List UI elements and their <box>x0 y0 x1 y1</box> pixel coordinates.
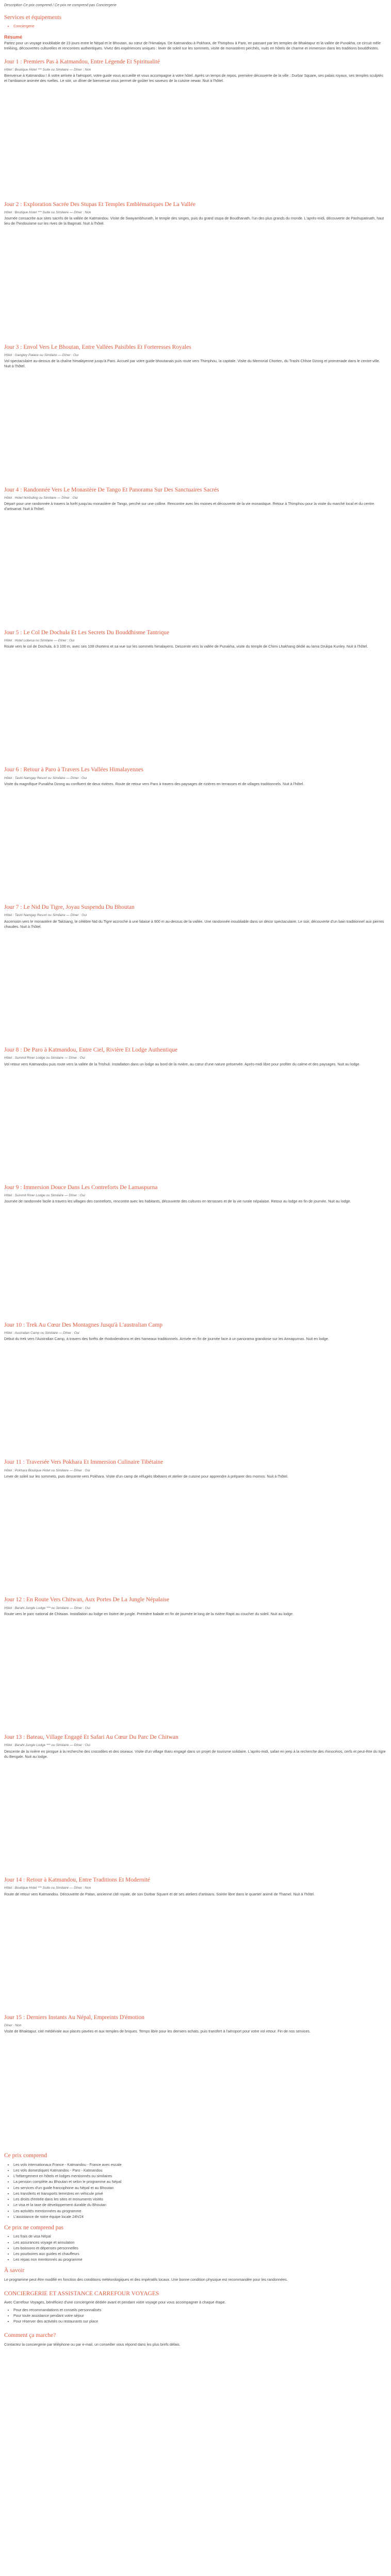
day-meta: Dîner : Non <box>4 2024 22 2028</box>
day-text: Vol retour vers Katmandou puis route vers la vallée de la Trishuli. Installation dans un lodge au bord de la rivière, au cœur d'une nature préservée. Après-midi libre pour profiter du calme et des paysages. Nuit au lodge. <box>4 1061 361 1066</box>
day-spacer <box>4 86 387 194</box>
day-text: Route de retour vers Katmandou. Découverte de Patan, ancienne cité royale, de son Durbar Square et de ses ateliers d'artisans. Soirée libre dans le quartier animé de Thamel. Nuit à l'hôtel. <box>4 1891 315 1896</box>
includes-item: • Les vols domestiques Katmandou - Paro - Katmandou <box>13 2168 387 2173</box>
day-spacer <box>4 1069 387 1177</box>
services-list <box>13 24 387 29</box>
day-title: Jour 8 : De Paro à Katmandou, Entre Ciel, Rivière Et Lodge Authentique <box>4 1047 177 1054</box>
includes-item: • Les activités mentionnées au programme <box>13 2209 387 2214</box>
day-spacer <box>4 931 387 1040</box>
itinerary <box>4 58 387 2145</box>
concierge_list-item: • Pour réserver des activités ou restaurants sur place <box>13 2319 387 2324</box>
concierge-list <box>13 2308 387 2325</box>
excludes-item: • Les assurances voyage et annulation <box>13 2240 387 2245</box>
day-meta: Hôtel : Hotel Norbuling ou Similaire — Dîner : Oui <box>4 496 78 500</box>
resume-title: Résumé <box>4 35 23 40</box>
excludes-list <box>13 2234 387 2262</box>
includes-item: • Les droits d'entrée dans les sites et monuments visités <box>13 2197 387 2202</box>
day-title: Jour 6 : Retour à Paro à Travers Les Vallées Himalayennes <box>4 767 143 773</box>
includes-item: • Les vols internationaux France - Katmandou - France avec escale <box>13 2162 387 2167</box>
day-spacer <box>4 651 387 759</box>
day-meta: Hôtel : Boutique Hotel *** Suite ou Similaire — Dîner : Non <box>4 1886 91 1890</box>
day-spacer <box>4 789 387 897</box>
day-meta: Hôtel : Boutique Hotel *** Suite ou Similaire — Dîner : Non <box>4 68 91 72</box>
day-meta: Hôtel : Gangtey Palace ou Similaire — Dîner : Oui <box>4 353 79 357</box>
day-title: Jour 1 : Premiers Pas à Katmandou, Entre Légende Et Spiritualité <box>4 58 160 65</box>
day-title: Jour 14 : Retour à Katmandou, Entre Traditions Et Modernité <box>4 1876 150 1883</box>
day-title: Jour 12 : En Route Vers Chitwan, Aux Portes De La Jungle Népalaise <box>4 1597 170 1603</box>
day-title: Jour 7 : Le Nid Du Tigre, Joyau Suspendu Du Bhoutan <box>4 904 135 911</box>
excludes-title: Ce prix ne comprend pas <box>4 2225 63 2231</box>
includes-item: • Les transferts et transports terrestres en véhicule privé <box>13 2191 387 2196</box>
day-meta: Hôtel : Summit River Lodge ou Similaire — Dîner : Oui <box>4 1056 85 1060</box>
includes-item: • La pension complète au Bhoutan et selon le programme au Népal <box>13 2179 387 2184</box>
day-meta: Hôtel : Summit River Lodge ou Similaire — Dîner : Oui <box>4 1194 85 1198</box>
day-spacer <box>4 1761 387 1870</box>
includes-title: Ce prix comprend <box>4 2153 47 2159</box>
know-text: Le programme peut être modifié en fonction des conditions météorologiques et des impératifs locaux. Une bonne condition physique est recommandée pour les randonnées. <box>4 2277 288 2282</box>
know-title: À savoir <box>4 2267 25 2274</box>
day-title: Jour 13 : Bateau, Village Engagé Et Safari Au Cœur Du Parc De Chitwan <box>4 1734 178 1740</box>
concierge_list-item: • Pour des recommandations et conseils personnalisés <box>13 2308 387 2313</box>
excludes-item: • Les pourboires aux guides et chauffeurs <box>13 2251 387 2257</box>
day-title: Jour 10 : Trek Au Cœur Des Montagnes Jusqu'à L'australian Camp <box>4 1321 162 1328</box>
day-meta: Hôtel : Boutique Hotel *** Suite ou Similaire — Dîner : Non <box>4 211 91 214</box>
day-title: Jour 15 : Derniers Instants Au Népal, Empreints D'émotion <box>4 2014 144 2021</box>
services-title: Services et équipements <box>4 14 62 21</box>
day-spacer <box>4 229 387 337</box>
day-text: Départ pour une randonnée à travers la forêt jusqu'au monastère de Tango, perché sur une colline. Rencontre avec les moines et découverte de la vie monastique. Retour à Thimphou pour la visite du marché local et du centre d'artisanat. Nuit à l'hôtel. <box>4 501 374 512</box>
day-title: Jour 5 : Le Col De Dochula Et Les Secrets Du Bouddhisme Tantrique <box>4 629 170 636</box>
includes-item: • Les services d'un guide francophone au Népal et au Bhoutan <box>13 2185 387 2191</box>
includes-list <box>13 2162 387 2219</box>
day-meta: Hôtel : Tashi Namgay Resort ou Similaire — Dîner : Oui <box>4 913 87 918</box>
day-meta: Hôtel : Barahi Jungle Lodge *** ou Similaire — Dîner : Oui <box>4 1743 90 1748</box>
day-text: Route vers le col de Dochula, à 3 100 m, avec ses 108 chortens et sa vue sur les sommets himalayens. Descente vers la vallée de Punakha, visite du temple de Chimi Lhakhang dédié au lama Drukpa Kunley. Nuit à l'hôtel. <box>4 644 368 649</box>
day-title: Jour 4 : Randonnée Vers Le Monastère De Tango Et Panorama Sur Des Sanctuaires Sacrés <box>4 486 219 493</box>
excludes-item: • Les frais de visa Népal <box>13 2234 387 2239</box>
excludes-item: • Les repas non mentionnés au programme <box>13 2257 387 2262</box>
day-title: Jour 3 : Envol Vers Le Bhoutan, Entre Vallées Paisibles Et Forteresses Royales <box>4 344 191 350</box>
day-meta: Hôtel : Australian Camp ou Similaire — Dîner : Oui <box>4 1331 79 1335</box>
concierge-text: Avec Carrefour Voyages, bénéficiez d'une conciergerie dédiée avant et pendant votre voyage pour vous accompagner à chaque étape. <box>4 2300 226 2305</box>
day-text: Descente de la rivière en pirogue à la recherche des crocodiles et des oiseaux. Visite d'un village tharu engagé dans un projet de tourisme solidaire. L'après-midi, safari en jeep à la recherche des rhinocéros, cerfs et peut-être du tigre du Bengale. Nuit au lodge. <box>4 1749 386 1759</box>
how-text: Contactez la conciergerie par téléphone ou par e-mail, un conseiller vous répond dans les plus brefs délais. <box>4 2342 181 2347</box>
day-spacer <box>4 1344 387 1452</box>
day-text: Journée de randonnée facile à travers les villages des contreforts, rencontre avec les habitants, découverte des cultures en terrasses et de la vie rurale népalaise. Retour au lodge en fin de journée. Nuit au lodge. <box>4 1199 351 1204</box>
service-item: • Conciergerie <box>13 24 387 29</box>
day-text: Visite du magnifique Punakha Dzong au confluent de deux rivières. Route de retour vers Paro à travers des paysages de rizières en terrasses et de villages traditionnels. Nuit à l'hôtel. <box>4 781 304 786</box>
concierge_list-item: • Pour toute assistance pendant votre séjour <box>13 2313 387 2318</box>
day-text: Début du trek vers l'Australian Camp, à travers des forêts de rhododendrons et des hameaux traditionnels. Arrivée en fin de journée face à un panorama grandiose sur les Annapurnas. Nuit en lodge. <box>4 1336 329 1342</box>
day-meta: Hôtel : Barahi Jungle Lodge *** ou Similaire — Dîner : Oui <box>4 1606 90 1610</box>
day-text: Vol spectaculaire au-dessus de la chaîne himalayenne jusqu'à Paro. Accueil par votre guide bhoutanais puis route vers Thimphou, la capitale. Visite du Memorial Chorten, du Trashi Chhoe Dzong et promenade dans le centre-ville. Nuit à l'hôtel. <box>4 359 380 369</box>
includes-item: • Le visa et la taxe de développement durable du Bhoutan <box>13 2202 387 2208</box>
day-text: Route vers le parc national de Chitwan. Installation au lodge en lisière de jungle. Première balade en fin de journée le long de la rivière Rapti au coucher du soleil. Nuit au lodge. <box>4 1611 294 1616</box>
day-spacer <box>4 1899 387 2007</box>
day-spacer <box>4 1619 387 1727</box>
resume-text: Partez pour un voyage inoubliable de 23 jours entre le Népal et le Bhoutan, au cœur de l'Himalaya. De Katmandou à Pokhara, de Thimphou à Paro, en passant par les temples de Bhaktapur et la vallée de Punakha, ce circuit mêle trekking, découvertes culturelles et rencontres authentiques. Vivez des expériences uniques : lever de soleil sur les sommets, visite de monastères perchés, nuits en hôtels de charme et immersion dans les traditions bouddhistes. <box>4 41 381 51</box>
how-title: Comment ça marche? <box>4 2332 56 2339</box>
day-meta: Hôtel : Tashi Namgay Resort ou Similaire — Dîner : Oui <box>4 776 87 780</box>
concierge-title: CONCIERGERIE ET ASSISTANCE CARREFOUR VOYAGES <box>4 2290 159 2297</box>
day-title: Jour 9 : Immersion Douce Dans Les Contreforts De Lamaspurna <box>4 1184 158 1191</box>
day-title: Jour 11 : Traversée Vers Pokhara Et Immersion Culinaire Tibétaine <box>4 1459 164 1466</box>
includes-item: • L'assistance de notre équipe locale 24h/24 <box>13 2214 387 2219</box>
day-spacer <box>4 514 387 622</box>
day-text: Journée consacrée aux sites sacrés de la vallée de Katmandou. Visite de Swayambhunath, le temple des singes, puis du grand stupa de Boudhanath, l'un des plus grands du monde. L'après-midi, découverte de Pashupatinath, haut lieu de l'hindouisme sur les rives de la Bagmati. Nuit à l'hôtel. <box>4 216 384 226</box>
day-text: Ascension vers le monastère de Taktsang, le célèbre Nid du Tigre accroché à une falaise à 900 m au-dessus de la vallée. Une randonnée inoubliable dans un décor spectaculaire. Le soir, découverte d'un bain traditionnel aux pierres chaudes. Nuit à l'hôtel. <box>4 919 384 929</box>
excludes-item: • Les boissons et dépenses personnelles <box>13 2246 387 2251</box>
day-spacer <box>4 1481 387 1589</box>
breadcrumb: Description Ce prix comprend / Ce prix ne comprend pas Conciergerie <box>4 4 117 7</box>
day-spacer <box>4 2036 387 2144</box>
day-text: Visite de Bhaktapur, cité médiévale aux places pavées et aux temples de briques. Temps libre pour les derniers achats, puis transfert à l'aéroport pour votre vol retour. Fin de nos services. <box>4 2029 311 2034</box>
includes-item: • L'hébergement en hôtels et lodges mentionnés ou similaires <box>13 2174 387 2179</box>
day-text: Bienvenue à Katmandou ! À votre arrivée à l'aéroport, votre guide vous accueille et vous accompagne à votre hôtel. Après un temps de repos, première découverte de la ville : Durbar Square, ses palais royaux, ses temples sculptés et l'ambiance animée des ruelles. Le soir, un dîner de bienvenue vous permet de goûter les saveurs de la cuisine newar. Nuit à l'hôtel. <box>4 73 383 83</box>
day-meta: Hôtel : Hotel Lobesa ou Similaire — Dîner : Oui <box>4 638 75 642</box>
day-title: Jour 2 : Exploration Sacrée Des Stupas Et Temples Emblématiques De La Vallée <box>4 201 196 208</box>
day-text: Lever de soleil sur les sommets, puis descente vers Pokhara. Visite d'un camp de réfugiés tibétains et atelier de cuisine pour apprendre à préparer des momos. Nuit à l'hôtel. <box>4 1473 288 1479</box>
day-meta: Hôtel : Pokhara Boutique Hotel ou Similaire — Dîner : Oui <box>4 1468 90 1472</box>
day-spacer <box>4 1207 387 1315</box>
day-spacer <box>4 371 387 480</box>
